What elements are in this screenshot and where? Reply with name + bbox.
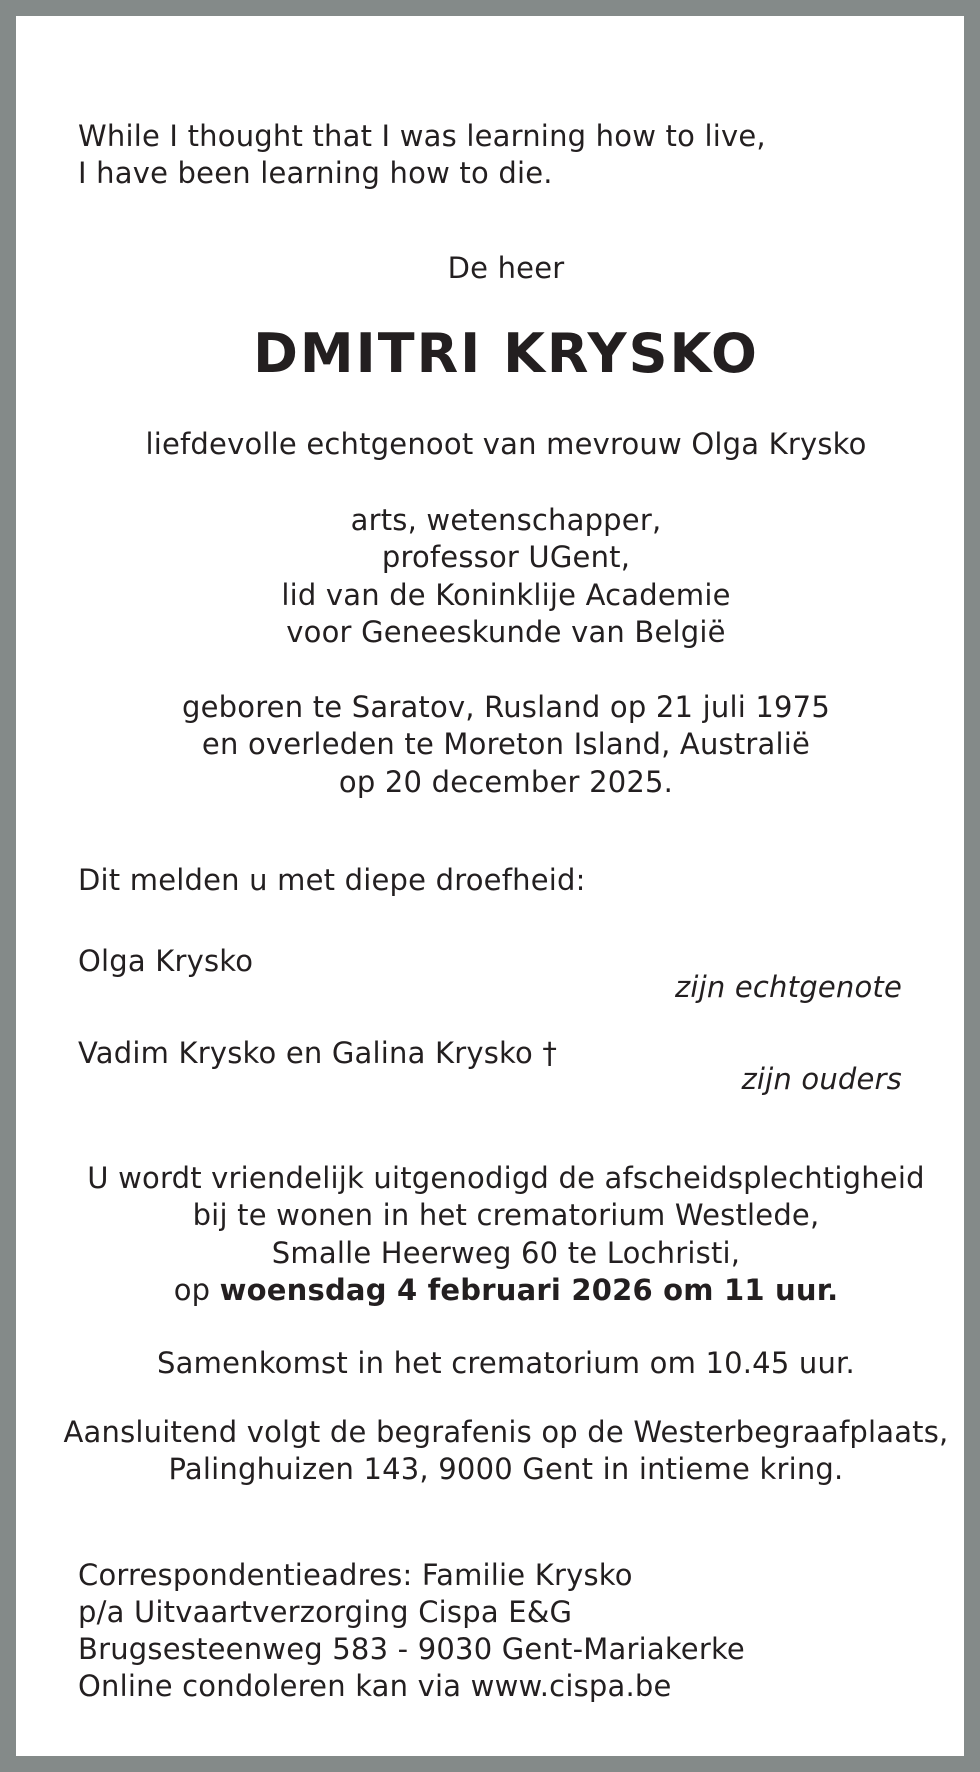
honorific: De heer xyxy=(447,251,565,285)
title-line-1: arts, wetenschapper, xyxy=(350,503,662,537)
title-line-3: lid van de Koninklije Academie xyxy=(281,578,731,612)
invitation-date xyxy=(16,1272,980,1309)
mourner-name: Olga Krysko xyxy=(78,944,254,978)
date-prefix: op xyxy=(173,1273,220,1307)
burial-line-2: Palinghuizen 143, 9000 Gent in intieme kring. xyxy=(168,1452,844,1486)
title-line-2: professor UGent, xyxy=(381,540,631,574)
quote-line-2: I have been learning how to die. xyxy=(78,156,553,190)
deceased-name: DMITRI KRYSKO xyxy=(253,322,759,385)
invitation-line-1: U wordt vriendelijk uitgenodigd de afscheidsplechtigheid xyxy=(87,1161,925,1195)
announcement: Dit melden u met diepe droefheid: xyxy=(78,863,586,897)
title-line-4: voor Geneeskunde van België xyxy=(286,615,726,649)
invitation-line-3: Smalle Heerweg 60 te Lochristi, xyxy=(271,1236,741,1270)
burial-line-1: Aansluitend volgt de begrafenis op de Westerbegraafplaats, xyxy=(63,1415,949,1449)
date-bold: woensdag 4 februari 2026 om 11 uur. xyxy=(219,1273,839,1307)
mourner-name: Vadim Krysko en Galina Krysko † xyxy=(78,1036,558,1070)
mourner-relation: zijn echtgenote xyxy=(674,970,902,1004)
life-line-2: en overleden te Moreton Island, Australië xyxy=(201,727,811,761)
correspondence-line-4: Online condoleren kan via www.cispa.be xyxy=(78,1669,672,1703)
life-line-1: geboren te Saratov, Rusland op 21 juli 1975 xyxy=(182,690,830,724)
life-line-3: op 20 december 2025. xyxy=(338,765,674,799)
correspondence-line-2: p/a Uitvaartverzorging Cispa E&G xyxy=(78,1595,573,1629)
quote-line-1: While I thought that I was learning how to live, xyxy=(78,119,766,153)
correspondence-line-1: Correspondentieadres: Familie Krysko xyxy=(78,1558,633,1592)
spouse-line: liefdevolle echtgenoot van mevrouw Olga Krysko xyxy=(145,427,867,461)
invitation-line-2: bij te wonen in het crematorium Westlede, xyxy=(192,1198,820,1232)
mourner-relation: zijn ouders xyxy=(741,1062,902,1096)
gathering-line: Samenkomst in het crematorium om 10.45 uur. xyxy=(157,1346,855,1380)
correspondence-line-3: Brugsesteenweg 583 - 9030 Gent-Mariakerke xyxy=(78,1632,745,1666)
